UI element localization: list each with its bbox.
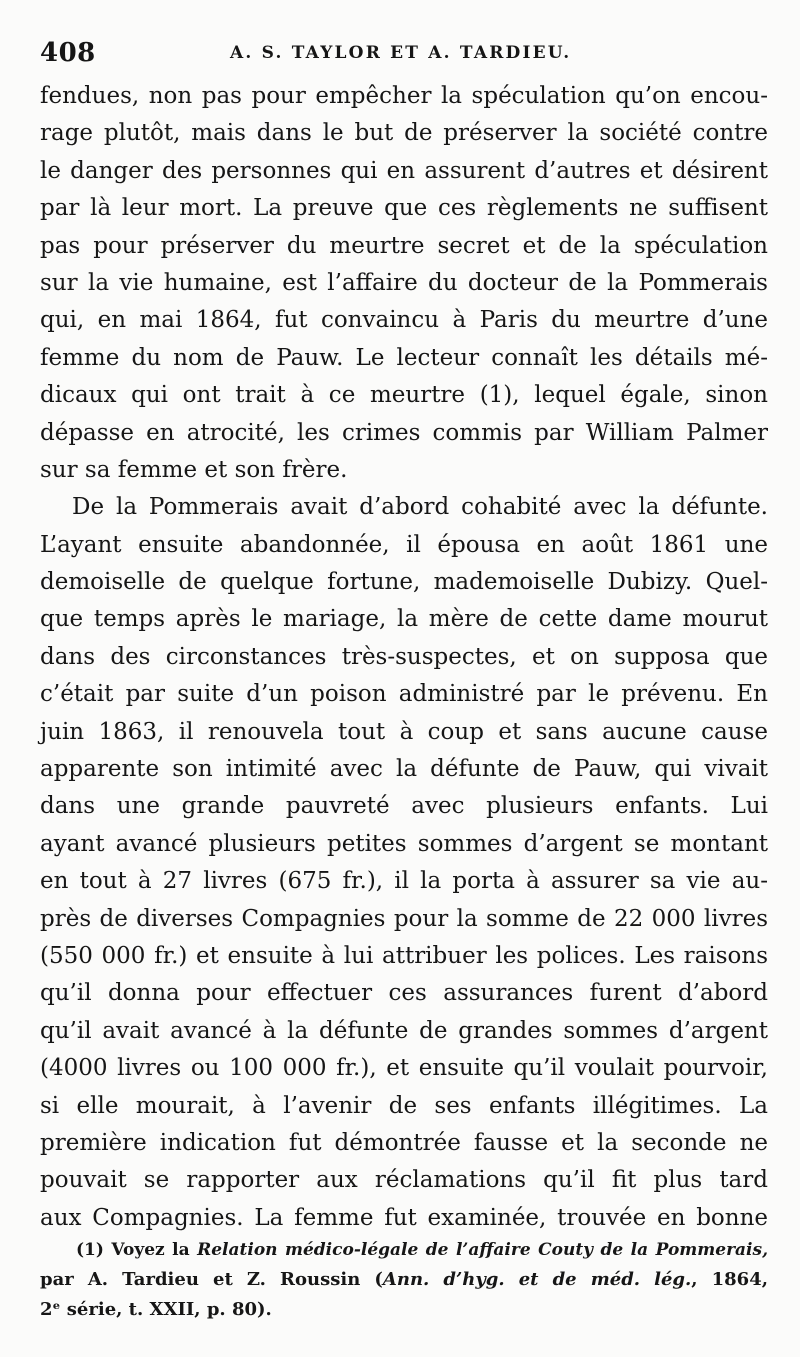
footnote-line: [40, 1235, 768, 1265]
text-line: juin 1863, il renouvela tout à coup et sans aucune cause: [40, 718, 768, 745]
text-line: demoiselle de quelque fortune, mademoiselle Dubizy. Quel-: [40, 569, 768, 596]
footnote-text: (1) Voyez la: [76, 1240, 198, 1260]
text-line: qu’il avait avancé à la défunte de grandes sommes d’argent: [40, 1017, 768, 1044]
footnote-text: , 1864,: [691, 1269, 768, 1290]
footnote: [40, 1235, 768, 1325]
text-line: par là leur mort. La preuve que ces règlements ne suffisent: [40, 195, 768, 222]
text-line: dicaux qui ont trait à ce meurtre (1), lequel égale, sinon: [40, 382, 768, 409]
page-header: [40, 38, 775, 72]
text-line: fendues, non pas pour empêcher la spéculation qu’on encou-: [40, 83, 768, 109]
text-line: dépasse en atrocité, les crimes commis par William Palmer: [40, 419, 768, 446]
text-line: sur sa femme et son frère.: [40, 456, 348, 483]
text-line: première indication fut démontrée fausse et la seconde ne: [40, 1129, 768, 1156]
text-line: dans une grande pauvreté avec plusieurs enfants. Lui: [40, 793, 768, 820]
text-line: De la Pommerais avait d’abord cohabité avec la défunte.: [72, 494, 768, 521]
footnote-text: par A. Tardieu et Z. Roussin (: [40, 1269, 383, 1290]
text-line: aux Compagnies. La femme fut examinée, trouvée en bonne: [40, 1204, 768, 1231]
body-text: [40, 78, 768, 1237]
text-line: qu’il donna pour effectuer ces assurances furent d’abord: [40, 980, 768, 1007]
text-line: L’ayant ensuite abandonnée, il épousa en août 1861 une: [40, 531, 768, 558]
text-line: dans des circonstances très-suspectes, et on supposa que: [40, 643, 768, 670]
text-line: pas pour préserver du meurtre secret et de la spéculation: [40, 232, 768, 259]
text-line: que temps après le mariage, la mère de cette dame mourut: [40, 606, 768, 633]
footnote-title: Relation médico-légale de l’affaire Couty de la Pommerais,: [197, 1240, 768, 1260]
text-line: en tout à 27 livres (675 fr.), il la porta à assurer sa vie au-: [40, 868, 768, 895]
text-line: qui, en mai 1864, fut convaincu à Paris du meurtre d’une: [40, 307, 768, 334]
running-head: A. S. TAYLOR ET A. TARDIEU.: [230, 43, 572, 63]
text-line: le danger des personnes qui en assurent d’autres et désirent: [40, 157, 768, 184]
footnote-journal: Ann. d’hyg. et de méd. lég.: [382, 1269, 692, 1290]
text-line: si elle mourait, à l’avenir de ses enfants illégitimes. La: [40, 1092, 768, 1119]
text-line: c’était par suite d’un poison administré par le prévenu. En: [40, 681, 768, 708]
footnote-line: [40, 1265, 768, 1295]
text-line: (550 000 fr.) et ensuite à lui attribuer les polices. Les raisons: [40, 942, 768, 969]
text-line: ayant avancé plusieurs petites sommes d’argent se montant: [40, 830, 768, 857]
text-line: (4000 livres ou 100 000 fr.), et ensuite qu’il voulait pourvoir,: [40, 1055, 768, 1082]
text-line: femme du nom de Pauw. Le lecteur connaît les détails mé-: [40, 344, 768, 371]
text-line: pouvait se rapporter aux réclamations qu’il fit plus tard: [40, 1167, 768, 1194]
footnote-line: 2ᵉ série, t. XXII, p. 80).: [40, 1299, 272, 1320]
text-line: rage plutôt, mais dans le but de préserver la société contre: [40, 120, 768, 147]
text-line: sur la vie humaine, est l’affaire du docteur de la Pommerais: [40, 269, 768, 296]
text-line: apparente son intimité avec la défunte de Pauw, qui vivait: [40, 756, 768, 783]
text-line: près de diverses Compagnies pour la somme de 22 000 livres: [40, 905, 768, 932]
page-number: 408: [40, 38, 96, 68]
